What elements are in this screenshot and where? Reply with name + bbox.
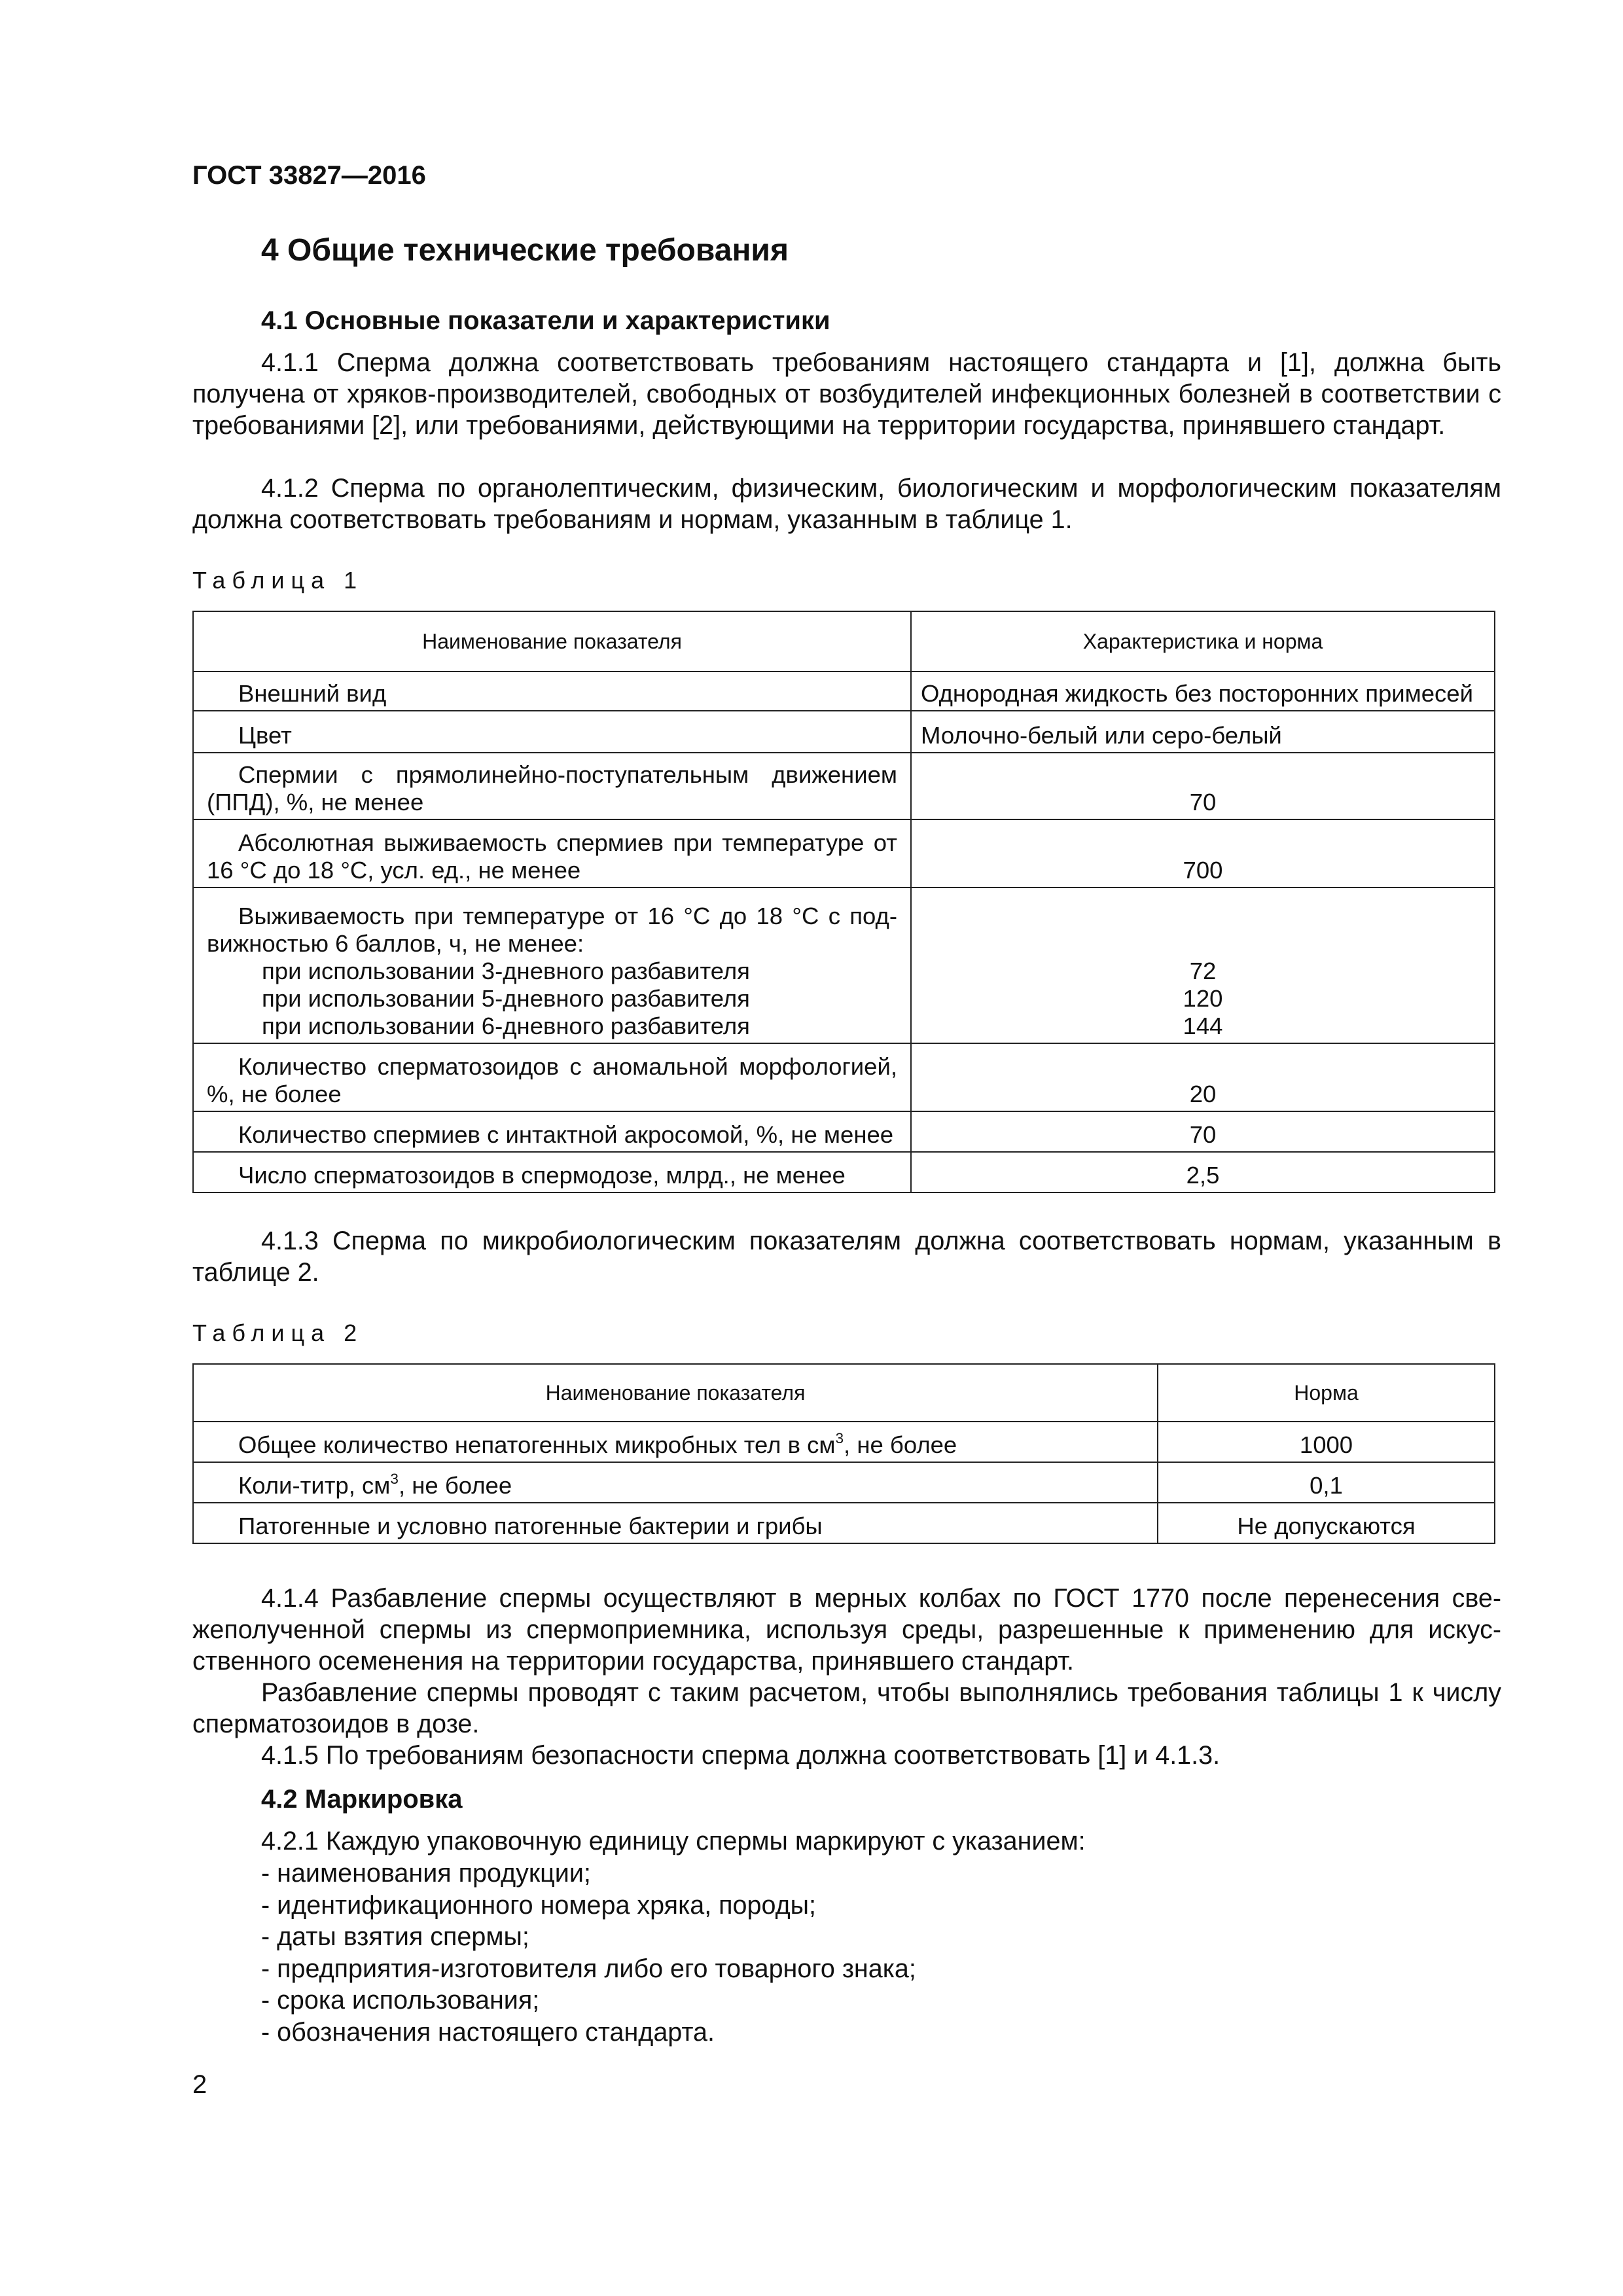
- list-item: - идентификационного номера хряка, породы;: [261, 1890, 816, 1920]
- list-item: - срока использования;: [261, 1986, 540, 2015]
- list-item: - наименования продукции;: [261, 1859, 591, 1888]
- list-item: - предприятия-изготовителя либо его товарного знака;: [261, 1954, 916, 1983]
- table1-header-name: Наименование показателя: [193, 611, 911, 672]
- table1-cell-name: Выживаемость при температуре от 16 °С до 18 °С с подвижностью 6 баллов, ч, не менее: при использовании 3-дневного разбавителя при использовании 5-дневного разбавителя при использовании 6-дневного разбавителя: [193, 888, 911, 1043]
- table1-cell-name: Внешний вид: [193, 672, 911, 711]
- paragraph-4-1-5: 4.1.5 По требованиям безопасности сперма должна соответствовать [1] и 4.1.3.: [261, 1741, 1221, 1770]
- list-item: - даты взятия спермы;: [261, 1922, 529, 1951]
- table-row: [193, 753, 1495, 819]
- table-row: [193, 888, 1495, 1043]
- table1-cell-name: Количество спермиев с интактной акросомой, %, не менее: [193, 1111, 911, 1152]
- table1-cell-name: Цвет: [193, 711, 911, 753]
- table-2: [192, 1363, 1495, 1544]
- table1-cell-value: 70: [911, 1111, 1495, 1152]
- table1-cell-value: 72 120 144: [911, 888, 1495, 1043]
- table-row: [193, 1043, 1495, 1111]
- table2-cell-name: Патогенные и условно патогенные бактерии и грибы: [193, 1503, 1158, 1543]
- table1-cell-value: 70: [911, 753, 1495, 819]
- table2-cell-value: 1000: [1158, 1422, 1495, 1462]
- table-row: [193, 1422, 1495, 1462]
- table1-cell-name: Число сперматозоидов в спермодозе, млрд., не менее: [193, 1152, 911, 1193]
- paragraph-4-1-4: 4.1.4 Разбавление спермы осуществляют в мерных колбах по ГОСТ 1770 после перенесения свежеполученной спермы из спермоприемника, используя среды, разрешенные к применению для искусственного осеменения на территории государства, принявшего стандарт.: [192, 1584, 1501, 1676]
- table1-header-value: Характеристика и норма: [911, 611, 1495, 672]
- table2-caption: Таблица 2: [192, 1319, 364, 1346]
- table1-cell-value: 2,5: [911, 1152, 1495, 1193]
- paragraph-4-1-3: 4.1.3 Сперма по микробиологическим показателям должна соответствовать нормам, указанным в таблице 2.: [192, 1227, 1501, 1287]
- table-row: [193, 1111, 1495, 1152]
- paragraph-4-1-1: 4.1.1 Сперма должна соответствовать требованиям настоящего стандарта и [1], должна быть получена от хряков-производителей, свободных от возбудителей инфекционных болезней в соответствии с требованиями [2], или требованиями, действующими на территории государства, принявшего стандарт.: [192, 348, 1501, 440]
- table1-cell-value: Однородная жидкость без посторонних примесей: [911, 672, 1495, 711]
- table1-caption: Таблица 1: [192, 567, 364, 594]
- paragraph-4-1-4-b: Разбавление спермы проводят с таким расчетом, чтобы выполнялись требования таблицы 1 к числу сперматозоидов в дозе.: [192, 1678, 1501, 1738]
- table-row: [193, 1152, 1495, 1193]
- table1-cell-value: 20: [911, 1043, 1495, 1111]
- table2-cell-name: Общее количество непатогенных микробных тел в $см^3$, не более: [193, 1422, 1158, 1462]
- section-title: 4 Общие технические требования: [261, 233, 789, 268]
- table-row: [193, 1503, 1495, 1543]
- table1-cell-name: Абсолютная выживаемость спермиев при температуре от 16 °С до 18 °С, усл. ед., не менее: [193, 819, 911, 888]
- table2-header-name: Наименование показателя: [193, 1364, 1158, 1422]
- subsection-title-4-2: 4.2 Маркировка: [261, 1785, 463, 1814]
- table2-cell-name: Коли-титр, $см^3$, не более: [193, 1462, 1158, 1503]
- subsection-title-4-1: 4.1 Основные показатели и характеристики: [261, 306, 830, 335]
- page-number: 2: [192, 2070, 207, 2099]
- standard-designation: ГОСТ 33827—2016: [192, 161, 426, 190]
- marking-list: [261, 1857, 916, 2048]
- paragraph-4-1-2: 4.1.2 Сперма по органолептическим, физическим, биологическим и морфологическим показателям должна соответствовать требованиям и нормам, указанным в таблице 1.: [192, 474, 1501, 534]
- table-row: [193, 711, 1495, 753]
- paragraph-4-2-1: 4.2.1 Каждую упаковочную единицу спермы маркируют с указанием:: [261, 1827, 1086, 1856]
- table1-cell-name: Количество сперматозоидов с аномальной морфологией, %, не более: [193, 1043, 911, 1111]
- table2-cell-value: Не допускаются: [1158, 1503, 1495, 1543]
- list-item: - обозначения настоящего стандарта.: [261, 2017, 715, 2047]
- table1-cell-name: Спермии с прямолинейно-поступательным движением (ППД), %, не менее: [193, 753, 911, 819]
- table2-header-value: Норма: [1158, 1364, 1495, 1422]
- table-row: [193, 1462, 1495, 1503]
- table-row: [193, 819, 1495, 888]
- table2-cell-value: 0,1: [1158, 1462, 1495, 1503]
- table1-cell-value: Молочно-белый или серо-белый: [911, 711, 1495, 753]
- table1-cell-value: 700: [911, 819, 1495, 888]
- table-1: [192, 611, 1495, 1193]
- table-row: [193, 672, 1495, 711]
